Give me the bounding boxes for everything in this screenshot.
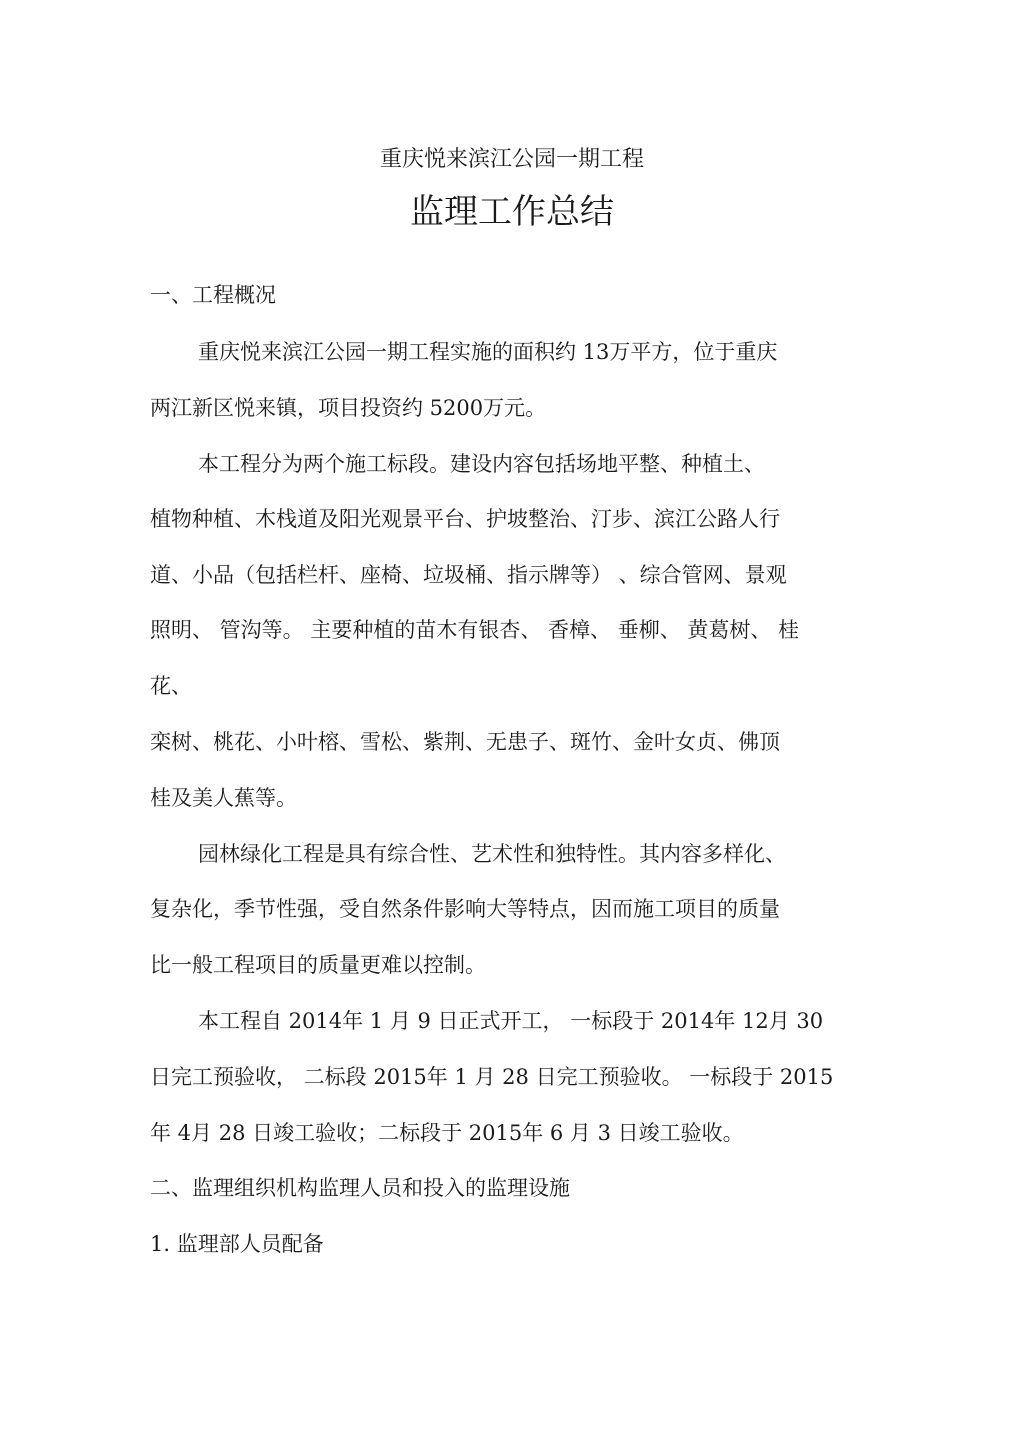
document-title: 监理工作总结 (410, 192, 614, 232)
document-subtitle: 重庆悦来滨江公园一期工程 (379, 147, 644, 172)
paragraph-line: 年 4月 28 日竣工验收；二标段于 2015年 6 月 3 日竣工验收。 (150, 1121, 744, 1145)
paragraph-line: 本工程自 2014年 1 月 9 日正式开工， 一标段于 2014年 12月 30 (198, 1009, 824, 1033)
section-heading-supervision-organization: 二、监理组织机构监理人员和投入的监理设施 (150, 1176, 570, 1200)
section-heading-project-overview: 一、工程概况 (150, 283, 276, 307)
paragraph-line: 复杂化，季节性强，受自然条件影响大等特点，因而施工项目的质量 (150, 897, 780, 921)
paragraph-line: 园林绿化工程是具有综合性、艺术性和独特性。其内容多样化、 (198, 842, 786, 866)
paragraph-line: 日完工预验收， 二标段 2015年 1 月 28 日完工预验收。 一标段于 2015 (150, 1065, 834, 1089)
subsection-heading-staffing: 1. 监理部人员配备 (150, 1232, 324, 1256)
paragraph-line: 道、小品（包括栏杆、座椅、垃圾桶、指示牌等） 、综合管网、景观 (150, 563, 787, 587)
paragraph-line: 本工程分为两个施工标段。建设内容包括场地平整、种植土、 (198, 452, 765, 476)
paragraph-line: 桂及美人蕉等。 (150, 786, 297, 810)
paragraph-line: 花、 (150, 674, 192, 698)
paragraph-line: 植物种植、木栈道及阳光观景平台、护坡整治、汀步、滨江公路人行 (150, 507, 780, 531)
paragraph-line: 重庆悦来滨江公园一期工程实施的面积约 13万平方，位于重庆 (198, 340, 778, 364)
paragraph-line: 两江新区悦来镇，项目投资约 5200万元。 (150, 396, 547, 420)
paragraph-line: 比一般工程项目的质量更难以控制。 (150, 953, 486, 977)
paragraph-line: 栾树、桃花、小叶榕、雪松、紫荆、无患子、斑竹、金叶女贞、佛顶 (150, 730, 780, 754)
paragraph-line: 照明、 管沟等。 主要种植的苗木有银杏、 香樟、 垂柳、 黄葛树、 桂 (150, 618, 800, 642)
